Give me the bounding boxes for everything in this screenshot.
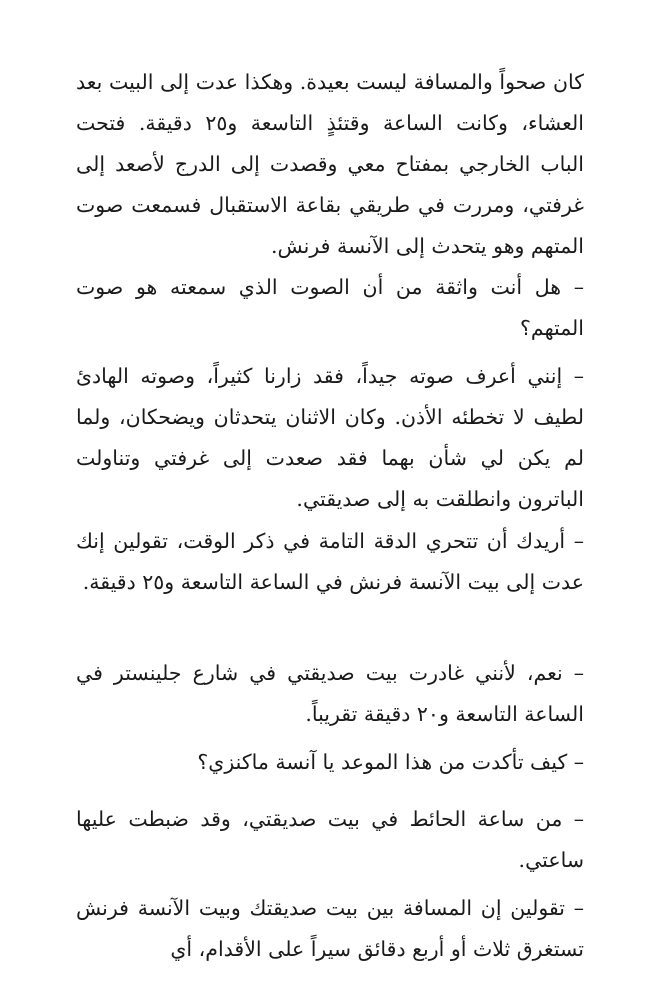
paragraph-question-time: – أريدك أن تتحري الدقة التامة في ذكر الوقت، تقولين إنك عدت إلى بيت الآنسة فرنش في الساعة التاسعة و٢٥ دقيقة. xyxy=(76,529,584,594)
paragraph-question-certainty: – كيف تأكدت من هذا الموعد يا آنسة ماكنزي؟ xyxy=(197,750,584,774)
paragraph-answer-clock: – من ساعة الحائط في بيت صديقتي، وقد ضبطت عليها ساعتي. xyxy=(76,807,584,872)
paragraph-question-voice: – هل أنت واثقة من أن الصوت الذي سمعته هو صوت المتهم؟ xyxy=(76,275,584,340)
paragraph-answer-voice: – إنني أعرف صوته جيداً، فقد زارنا كثيراً، وصوته الهادئ لطيف لا تخطئه الأذن. وكان الاثنان يتحدثان ويضحكان، ولما لم يكن لي شأن بهما فقد صعدت إلى غرفتي وتناولت الباترون وانطلقت به إلى صديقتي. xyxy=(76,364,584,511)
paragraph-narrative: كان صحواً والمسافة ليست بعيدة. وهكذا عدت إلى البيت بعد العشاء، وكانت الساعة وقتئذٍ التاسعة و٢٥ دقيقة. فتحت الباب الخارجي بمفتاح معي وقصدت إلى الدرج لأصعد إلى غرفتي، ومررت في طريقي بقاعة الاستقبال فسمعت صوت المتهم وهو يتحدث إلى الآنسة فرنش. xyxy=(76,70,584,258)
paragraph-question-distance: – تقولين إن المسافة بين بيت صديقتك وبيت الآنسة فرنش تستغرق ثلاث أو أربع دقائق سيراً على الأقدام، أي xyxy=(76,896,584,961)
paragraph-answer-time: – نعم، لأنني غادرت بيت صديقتي في شارع جلينستر في الساعة التاسعة و٢٠ دقيقة تقريباً. xyxy=(76,661,584,726)
